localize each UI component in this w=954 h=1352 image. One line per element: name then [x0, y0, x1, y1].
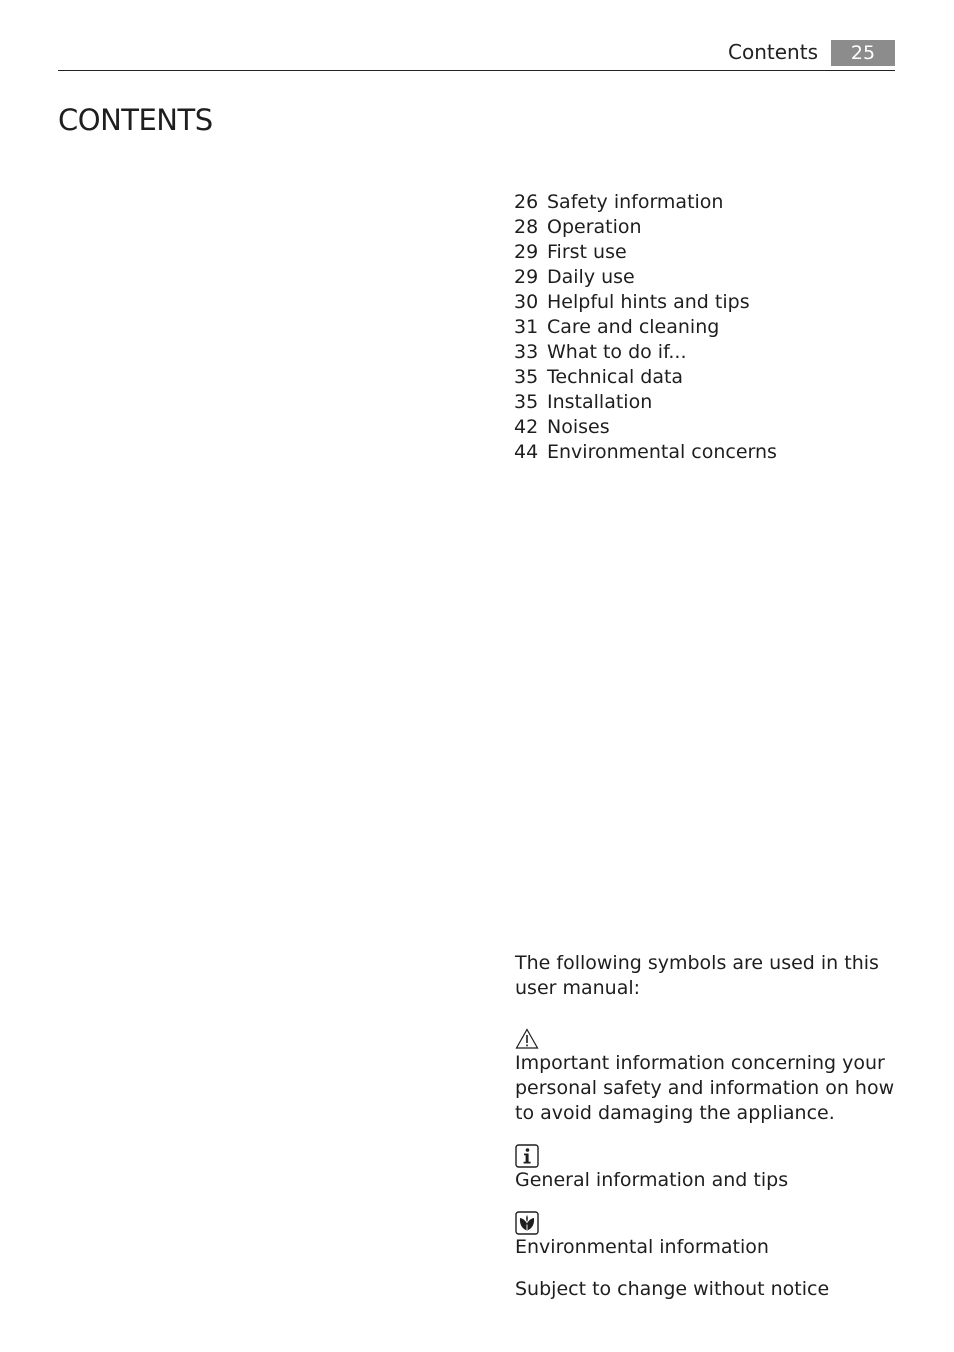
toc-page-number: 31	[514, 316, 539, 338]
toc-item	[514, 365, 894, 390]
toc-item	[514, 415, 894, 440]
toc-page-number: 28	[514, 216, 539, 238]
toc-title: Noises	[547, 416, 610, 438]
change-notice: Subject to change without notice	[515, 1278, 830, 1300]
table-of-contents	[514, 190, 894, 465]
toc-title: Safety information	[547, 191, 724, 213]
toc-title: What to do if...	[547, 341, 687, 363]
toc-item	[514, 215, 894, 240]
toc-title: Operation	[547, 216, 642, 238]
toc-title: Care and cleaning	[547, 316, 720, 338]
toc-title: Daily use	[547, 266, 635, 288]
toc-title: Helpful hints and tips	[547, 291, 750, 313]
toc-item	[514, 340, 894, 365]
warning-triangle-icon	[515, 1027, 539, 1051]
toc-item	[514, 265, 894, 290]
toc-item	[514, 240, 894, 265]
header-divider	[58, 70, 895, 71]
toc-page-number: 30	[514, 291, 539, 313]
toc-item	[514, 390, 894, 415]
toc-item	[514, 190, 894, 215]
symbols-legend	[515, 951, 895, 1302]
toc-page-number: 35	[514, 391, 539, 413]
toc-page-number: 29	[514, 266, 539, 288]
page-number-badge: 25	[831, 40, 895, 66]
toc-item	[514, 440, 894, 465]
toc-title: First use	[547, 241, 627, 263]
toc-page-number: 33	[514, 341, 539, 363]
environment-leaf-icon	[515, 1211, 539, 1235]
info-icon	[515, 1144, 539, 1168]
symbols-intro: The following symbols are used in this user manual:	[515, 952, 879, 999]
warning-description: Important information concerning your personal safety and information on how to avoid damaging the appliance.	[515, 1052, 895, 1124]
toc-item	[514, 290, 894, 315]
toc-page-number: 44	[514, 441, 539, 463]
toc-title: Technical data	[547, 366, 684, 388]
page-title: CONTENTS	[58, 103, 213, 137]
toc-page-number: 42	[514, 416, 539, 438]
toc-title: Environmental concerns	[547, 441, 777, 463]
toc-page-number: 35	[514, 366, 539, 388]
toc-page-number: 26	[514, 191, 539, 213]
environment-description: Environmental information	[515, 1236, 769, 1258]
info-description: General information and tips	[515, 1169, 789, 1191]
toc-title: Installation	[547, 391, 653, 413]
header-section-label: Contents	[728, 40, 818, 64]
toc-page-number: 29	[514, 241, 539, 263]
toc-item	[514, 315, 894, 340]
